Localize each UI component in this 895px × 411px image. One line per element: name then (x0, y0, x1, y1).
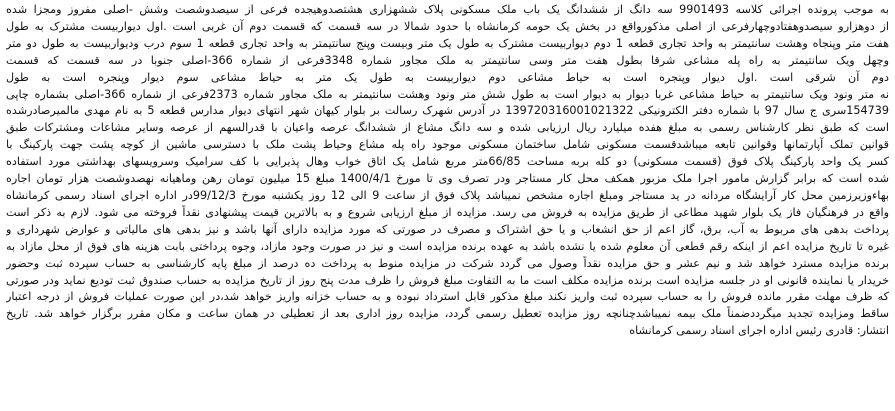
notice-line-15: غیره تا تاریخ مزایده اعم از اینکه رقم قطعی آن معلوم شده یا نشده باشد به عهده برنده مزایده است و نیز در صورت وجود مازاد، وجوه پرداختی بابت هزینه های فوق از محل مازاد به (6, 239, 889, 253)
notice-line-16: برنده مزایده مسترد خواهد شد و نیم عشر و حق مزایده نقداً وصول می گردد شرکت در مزایده منوط به پرداخت ده درصد از مبلغ پایه کارشناسی به حساب سپرده ثبت وحضور (6, 256, 889, 270)
notice-line-13: واقع در فرهنگیان فاز یک بلوار شهید مطاعی از طریق مزایده به فروش می رسد. مزایده از مبلغ ارزیابی شروع و به بالاترین قیمت پیشنهادی نقداً فروخته می شود. لازم به ذکر است (6, 205, 889, 219)
notice-line-3: هفت متر وپنجاه وهشت سانتیمتر به واحد تجاری قطعه 1 دوم دیواربیست مشترک به طول یک متر وبیست وپنج سانتیمتر به واحد تجاری قطعه 1 سوم درب ودیواربیست به طول دو متر (6, 36, 889, 50)
notice-line-5: دوم آن شرقی است .اول دیوار وپنجره است به حیاط مشاعی دوم دیواربیست به طول یک متر به حیاط مشاعی سوم دیوار وپنجره است به طول (6, 70, 889, 84)
notice-line-12: بهاءوزیرزمین محل کار آرایشگاه مردانه در ید مستاجر ومبلغ اجاره مشخص نمیباشد پلاک فوق از ساعت 9 الی 12 روز یکشنبه مورخ 99/12/3در اداره اجرای اسناد رسمی کرمانشاه (6, 188, 889, 202)
notice-line-20: انتشار: قادری رئیس اداره اجرای اسناد رسمی کرمانشاه (629, 324, 889, 338)
notice-line-2: از دوهزارو سیصدوهفتادوچهارفرعی از اصلی مذکورواقع در بخش یک حومه کرمانشاه با حدود شمالا در سه قسمت که قسمت دوم آن غربی است .اول دیواربیست مشترک به طول (6, 19, 889, 33)
notice-line-18: که ظرف مهلت مقرر مانده فروش را به حساب سپرده ثبت واریز نکند مبلغ مذکور قابل استرداد نبوده و به حساب خزانه واریز خواهد شد،در این صورت عملیات فروش از درجه اعتبار (6, 290, 889, 304)
notice-line-6: نه متر ونود ویک سانتیمتر به حیاط مشاعی غربا دیوار به دیوار است به طول شش متر ونود وهشت سانتیمتر به ملک مجاور شماره 2373فرعی از شماره 366-اصلی بشماره چاپی (6, 87, 889, 101)
notice-line-1: به موجب پرونده اجرائی کلاسه 9901493 سه دانگ از ششدانگ یک باب ملک مسکونی پلاک ششهزاری هشتصدوهیجده فرعی از سیصدوشصت وشش -اصلی مفروز ومجزا شده (6, 3, 889, 16)
notice-line-4: وچهل ویک سانتیمتر به راه پله مشاعی شرقا بطول هفت متر وسی سانتیمتر به ملک مجاور شماره 3348فرعی از شماره 366-اصلی جنوبا در سه قسمت که قسمت (6, 53, 889, 67)
notice-line-14: پرداخت بدهی های مربوط به آب، برق، گاز اعم از حق انشعاب و یا حق اشتراک و مصرف در صورتی که مورد مزایده دارای آنها باشد و نیز بدهی های مالیاتی و عوارض شهرداری و (6, 222, 889, 236)
notice-line-10: کسر یک واحد پارکینگ پلاک فوق (قسمت مسکونی) دو کله بربه مساحت 66/85متر مربع شامل یک اتاق خواب وهال پذیرایی با کف سرامیک وسرویسهای بهداشتی مورد استفاده (6, 155, 889, 169)
notice-line-8: است که طبق نظر کارشناس رسمی به مبلغ هفده میلیارد ریال ارزیابی شده و سه دانگ مشاع از ششدانگ عرصه واعیان با قدرالسهم از عرصه وسایر مشاعات ومشترکات طبق (6, 121, 889, 135)
notice-line-7: 154739سری ج سال 97 با شماره دفتر الکترونیکی 139720316001021322 در آدرس شهرک رسالت بر بلوار کیهان شهر انتهای دیوار مدارس قطعه 5 به نام مهدی مالمیرصادرشده (6, 104, 889, 118)
notice-line-11: شده است که برابر گزارش مامور اجرا ملک مزبور همکف محل کار مستاجر ودر تصرف وی تا مورخ 1400/4/1 مبلغ 15 میلیون تومان رهن وماهیانه نهصدوشصت هزار تومان اجاره (6, 172, 889, 186)
notice-line-17: خریدار یا نماینده قانونی او در جلسه مزایده است برنده مزایده مکلف است ما به التفاوت مبلغ فروش را ظرف مدت پنج روز از تاریخ مزایده به حساب صندوق ثبت تودیع نماید ودر صورتی (6, 273, 889, 287)
notice-line-9: قوانین تملک آپارتمانها وقوانین تابعه میباشدقسمت مسکونی شامل ساختمان مسکونی موجود راه پله مشاع وحیاط پشت ملک با دسترسی ماشین از کوچه پشت جهت پارکینگ با (6, 138, 889, 152)
notice-line-19: ساقط ومزایده تجدید میگرددضمناً ملک بیمه نمیباشدچنانچه روز مزایده تعطیل رسمی گردد، مزایده روز اداری بعد از تعطیلی در همان ساعت و مکان مقرر برگزار خواهد شد. تاریخ (6, 307, 889, 321)
